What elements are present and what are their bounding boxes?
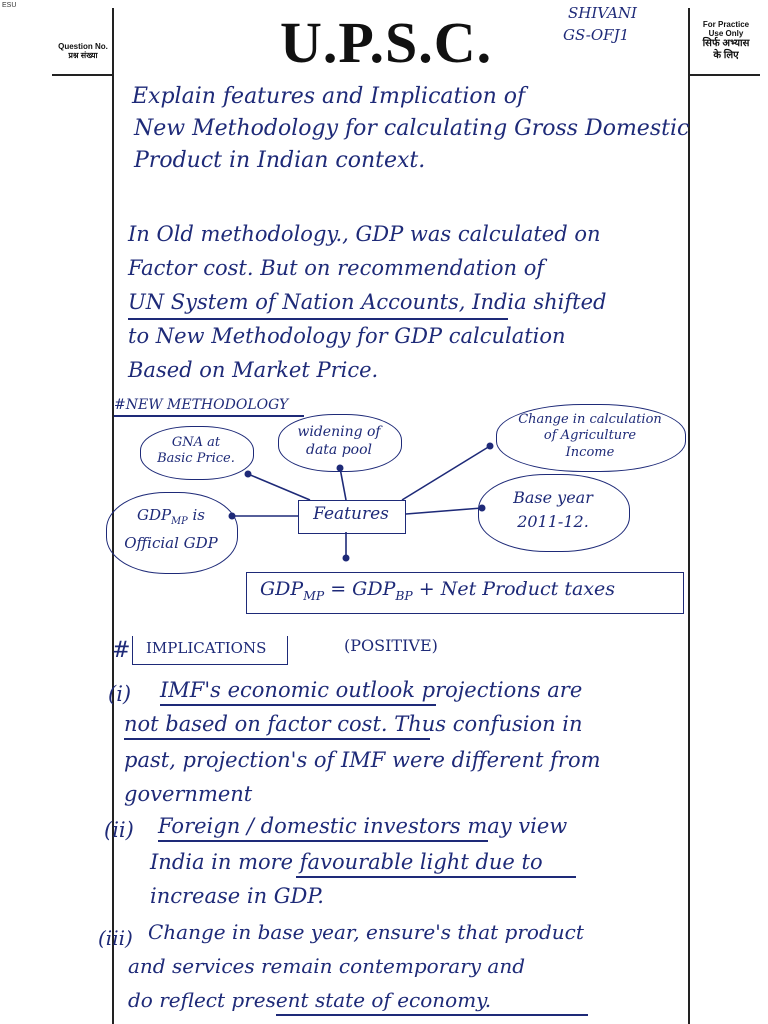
formula-lhs: GDP <box>260 578 304 600</box>
node-agriculture-text <box>504 412 676 461</box>
implication-2-underline-1 <box>158 840 488 842</box>
question-line-1: Explain features and Implication of <box>132 84 526 109</box>
implication-3-line-3: do reflect present state of economy. <box>128 988 492 1012</box>
node-gdp-official-text <box>114 506 228 553</box>
node-gna-text <box>150 435 242 468</box>
implication-1-underline-1 <box>160 704 436 706</box>
intro-line-5: Based on Market Price. <box>128 358 379 382</box>
intro-line-1: In Old methodology., GDP was calculated on <box>128 222 601 246</box>
practice-hi-2: के लिए <box>713 49 739 61</box>
node-gdp-label: GDP <box>137 506 172 524</box>
formula-rhs-sub: BP <box>395 588 413 603</box>
question-number-en: Question No. <box>58 42 108 51</box>
features-label: Features <box>313 504 389 524</box>
intro-line-2: Factor cost. But on recommendation of <box>128 256 545 280</box>
intro-line-4: to New Methodology for GDP calculation <box>128 324 566 348</box>
corner-mark: ESU <box>2 2 17 9</box>
node-data-pool-text <box>284 424 394 459</box>
practice-en-1: For Practice <box>702 20 750 29</box>
diagram-heading: #NEW METHODOLOGY <box>114 397 289 413</box>
intro-line-3: UN System of Nation Accounts, India shifted <box>128 290 607 314</box>
node-gna-line-1: GNA at <box>171 435 221 450</box>
implication-3-underline <box>276 1014 588 1016</box>
implication-1-number: (i) <box>108 682 132 706</box>
node-base-line-2: 2011-12. <box>517 512 589 531</box>
practice-en-2: Use Only <box>708 29 744 39</box>
node-agri-line-1: Change in calculation <box>518 412 662 427</box>
node-agri-line-3: Income <box>565 444 615 460</box>
page-title: U.P.S.C. <box>280 10 493 75</box>
implication-1-line-2: not based on factor cost. Thus confusion in <box>124 712 583 736</box>
implication-2-line-3: increase in GDP. <box>150 884 324 908</box>
question-line-2: New Methodology for calculating Gross Domestic <box>134 116 690 141</box>
node-data-line-2: data pool <box>305 441 373 458</box>
formula-text <box>260 580 615 602</box>
implications-hash: # <box>112 638 131 663</box>
node-base-year-text <box>484 488 622 532</box>
node-gna-line-2: Basic Price. <box>157 451 235 467</box>
node-gdp-sub: MP <box>171 516 188 527</box>
author-name: SHIVANI <box>568 4 637 22</box>
implications-heading: IMPLICATIONS <box>146 639 267 657</box>
implications-tag: (POSITIVE) <box>344 636 438 655</box>
implication-2-number: (ii) <box>104 818 134 842</box>
implication-2-line-1: Foreign / domestic investors may view <box>158 814 568 838</box>
formula-eq: = GDP <box>330 578 396 600</box>
implication-1-line-1: IMF's economic outlook projections are <box>160 678 583 702</box>
question-number-hi: प्रश्न संख्या <box>68 51 98 61</box>
implication-3-line-2: and services remain contemporary and <box>128 954 526 978</box>
node-gdp-is: is <box>192 506 205 524</box>
implication-3-number: (iii) <box>98 926 133 950</box>
implication-1-line-4: government <box>124 782 253 806</box>
implication-2-line-2: India in more favourable light due to <box>150 850 543 874</box>
node-gdp-line-1 <box>114 506 228 528</box>
formula-tail: + Net Product taxes <box>418 578 615 600</box>
node-base-line-1: Base year <box>513 488 593 507</box>
implication-1-line-3: past, projection's of IMF were different from <box>124 748 601 772</box>
implication-1-underline-2 <box>124 738 430 740</box>
node-gdp-line-2: Official GDP <box>124 534 218 553</box>
question-line-3: Product in Indian context. <box>134 148 426 173</box>
implication-2-underline-2 <box>296 876 576 878</box>
practice-hi-1: सिर्फ अभ्यास <box>702 38 750 50</box>
formula-lhs-sub: MP <box>303 588 325 603</box>
author-code: GS-OFJ1 <box>563 26 630 44</box>
implication-3-line-1: Change in base year, ensure's that product <box>148 920 584 944</box>
node-agri-line-2: of Agriculture <box>543 428 637 444</box>
node-data-line-1: widening of <box>297 424 381 440</box>
